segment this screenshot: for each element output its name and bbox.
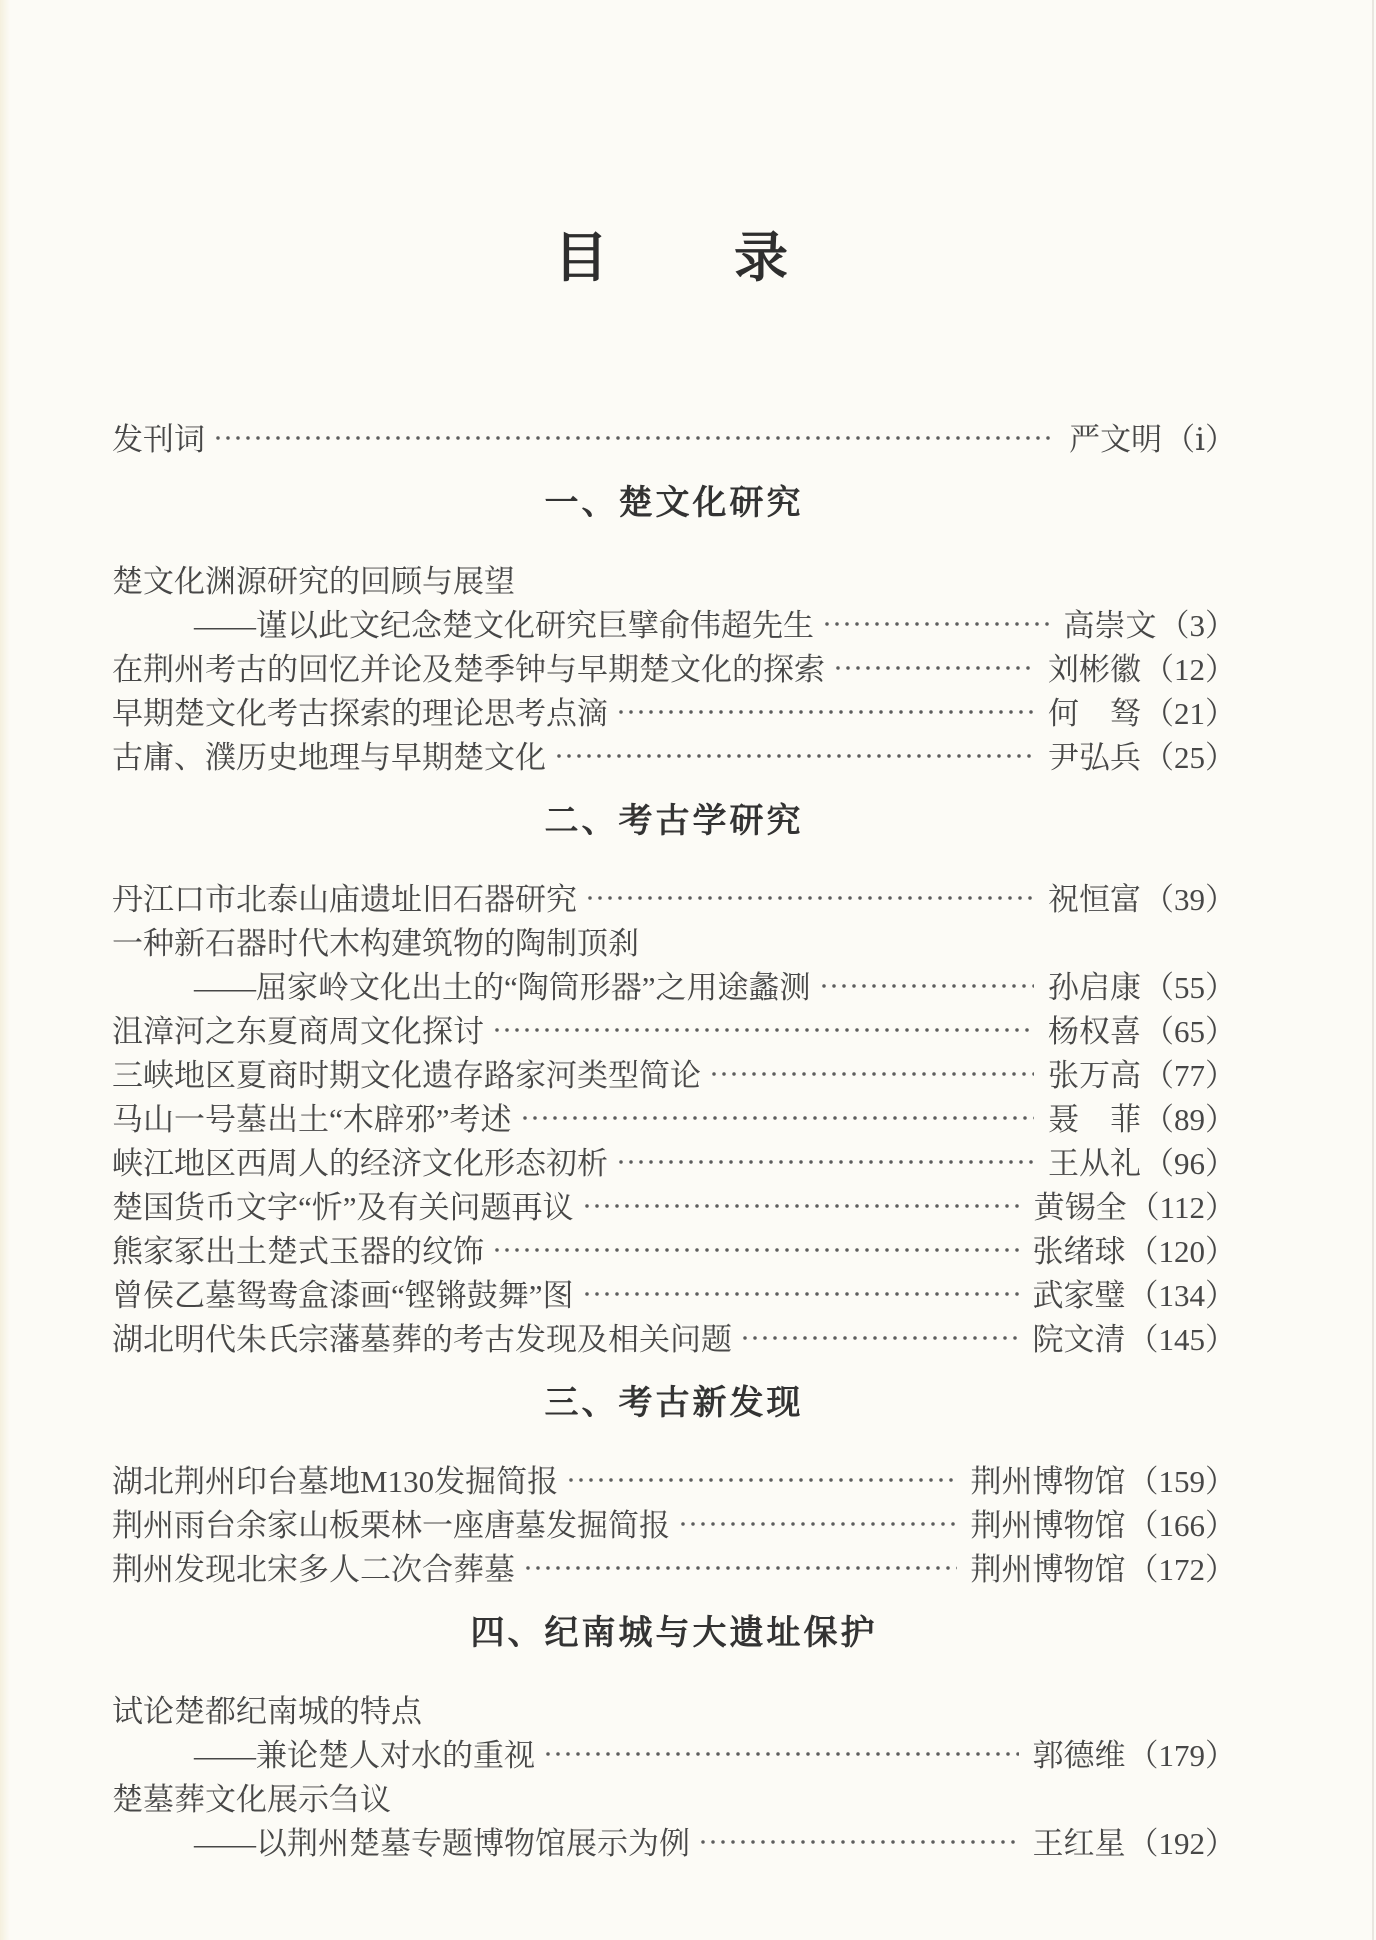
toc-entry <box>112 1544 1236 1588</box>
entry-page-number: （120） <box>1127 1233 1236 1269</box>
dot-leader <box>616 1157 1034 1167</box>
dot-leader <box>213 433 1055 443</box>
dot-leader <box>520 1113 1034 1123</box>
toc-entry <box>112 1686 1236 1774</box>
toc-entry <box>112 1226 1236 1270</box>
toc-entry <box>112 918 1236 1006</box>
entry-main-row <box>112 732 1236 776</box>
entry-title: 峡江地区西周人的经济文化形态初析 <box>112 1145 608 1181</box>
scan-left-edge <box>0 0 10 1940</box>
entry-main-row <box>112 1138 1236 1182</box>
entry-author: 张绪球 <box>1032 1233 1126 1269</box>
entry-title: 湖北明代朱氏宗藩墓葬的考古发现及相关问题 <box>112 1321 732 1357</box>
toc-sections <box>112 480 1236 1862</box>
dot-leader <box>523 1563 957 1573</box>
entry-title: 楚国货币文字“忻”及有关问题再议 <box>112 1189 574 1225</box>
dot-leader <box>582 1289 1019 1299</box>
dot-leader <box>492 1025 1034 1035</box>
dot-leader <box>819 981 1034 991</box>
toc-entry <box>112 1050 1236 1094</box>
entry-author: 祝恒富 <box>1048 881 1141 917</box>
entry-main-row <box>112 1544 1236 1588</box>
entry-author: 院文清 <box>1032 1321 1126 1357</box>
entry-title: 熊家冢出土楚式玉器的纹饰 <box>112 1233 484 1269</box>
entry-main-row <box>112 600 1236 644</box>
entry-pretitle: 一种新石器时代木构建筑物的陶制顶刹 <box>112 925 639 961</box>
entry-page-number: （145） <box>1127 1321 1236 1357</box>
entry-author: 高崇文 <box>1063 607 1157 643</box>
entry-pretitle-row <box>112 556 1236 600</box>
entry-main-row <box>112 1818 1236 1862</box>
entry-main-row <box>112 1500 1236 1544</box>
toc-entry <box>112 1314 1236 1358</box>
toc-entry <box>112 732 1236 776</box>
section-heading: 一、楚文化研究 <box>544 484 804 522</box>
entry-page-number: （77） <box>1143 1057 1236 1093</box>
dot-leader <box>554 751 1034 761</box>
entry-main-row <box>112 874 1236 918</box>
entry-main-row <box>112 1094 1236 1138</box>
entry-page-number: （ⅰ） <box>1164 421 1236 457</box>
entry-page-number: （159） <box>1127 1463 1236 1499</box>
dot-leader <box>740 1333 1019 1343</box>
entry-author: 王从礼 <box>1048 1145 1141 1181</box>
entry-title: 丹江口市北泰山庙遗址旧石器研究 <box>112 881 577 917</box>
dot-leader <box>678 1519 957 1529</box>
entry-page-number: （3） <box>1158 607 1236 643</box>
dot-leader <box>492 1245 1019 1255</box>
toc-section <box>112 1380 1236 1588</box>
entry-page-number: （12） <box>1143 651 1236 687</box>
entry-page-number: （192） <box>1127 1825 1236 1861</box>
entry-author: 聂 菲 <box>1048 1101 1141 1137</box>
entry-page-number: （166） <box>1127 1507 1236 1543</box>
entry-main-row <box>112 1456 1236 1500</box>
dot-leader <box>698 1837 1019 1847</box>
entry-title: 三峡地区夏商时期文化遗存路家河类型简论 <box>112 1057 701 1093</box>
entry-author: 严文明 <box>1069 421 1163 457</box>
scan-right-edge <box>1372 0 1374 1940</box>
entry-author: 王红星 <box>1032 1825 1126 1861</box>
entry-page-number: （96） <box>1143 1145 1236 1181</box>
entry-author: 武家璧 <box>1032 1277 1126 1313</box>
toc-entry <box>112 1774 1236 1862</box>
entry-title: 马山一号墓出土“木辟邪”考述 <box>112 1101 512 1137</box>
section-entries <box>112 874 1236 1358</box>
entry-page-number: （89） <box>1143 1101 1236 1137</box>
entry-pretitle-row <box>112 1686 1236 1730</box>
page-title: 目 录 <box>554 228 794 288</box>
entry-main-row <box>112 688 1236 732</box>
toc-section <box>112 480 1236 776</box>
toc-section <box>112 798 1236 1358</box>
entry-author: 孙启康 <box>1048 969 1141 1005</box>
entry-author: 荆州博物馆 <box>970 1507 1126 1543</box>
entry-title: ——屈家岭文化出土的“陶筒形器”之用途蠡测 <box>194 969 811 1005</box>
entry-page-number: （134） <box>1127 1277 1236 1313</box>
entry-pretitle: 楚墓葬文化展示刍议 <box>112 1781 391 1817</box>
entry-title: 古庸、濮历史地理与早期楚文化 <box>112 739 546 775</box>
toc-entry <box>112 688 1236 732</box>
entry-pretitle-row <box>112 918 1236 962</box>
entry-page-number: （65） <box>1143 1013 1236 1049</box>
entry-author: 杨权喜 <box>1048 1013 1141 1049</box>
entry-page-number: （39） <box>1143 881 1236 917</box>
entry-title: 荆州发现北宋多人二次合葬墓 <box>112 1551 515 1587</box>
entry-page-number: （21） <box>1143 695 1236 731</box>
entry-title: 曾侯乙墓鸳鸯盒漆画“铿锵鼓舞”图 <box>112 1277 574 1313</box>
section-entries <box>112 1686 1236 1862</box>
toc-entry <box>112 556 1236 644</box>
section-heading: 二、考古学研究 <box>544 802 804 840</box>
entry-author: 郭德维 <box>1032 1737 1126 1773</box>
toc-section <box>112 1610 1236 1862</box>
dot-leader <box>566 1475 956 1485</box>
entry-author: 荆州博物馆 <box>970 1551 1126 1587</box>
entry-main-row <box>112 1730 1236 1774</box>
entry-page-number: （112） <box>1128 1189 1236 1225</box>
entry-main-row <box>112 1226 1236 1270</box>
toc-entry <box>112 1270 1236 1314</box>
entry-main-row <box>112 1270 1236 1314</box>
entry-title: ——谨以此文纪念楚文化研究巨擘俞伟超先生 <box>194 607 814 643</box>
entry-pretitle-row <box>112 1774 1236 1818</box>
entry-page-number: （172） <box>1127 1551 1236 1587</box>
entry-title: 沮漳河之东夏商周文化探讨 <box>112 1013 484 1049</box>
dot-leader <box>616 707 1034 717</box>
toc-entry <box>112 874 1236 918</box>
toc-page <box>112 0 1236 1862</box>
toc-entry <box>112 1500 1236 1544</box>
entry-author: 张万高 <box>1048 1057 1141 1093</box>
entry-page-number: （25） <box>1143 739 1236 775</box>
section-heading: 三、考古新发现 <box>544 1384 804 1422</box>
section-heading: 四、纪南城与大遗址保护 <box>470 1614 878 1652</box>
toc-entry <box>112 1138 1236 1182</box>
entry-main-row <box>112 644 1236 688</box>
section-entries <box>112 1456 1236 1588</box>
entry-page-number: （55） <box>1143 969 1236 1005</box>
dot-leader <box>833 663 1034 673</box>
entry-main-row <box>112 1314 1236 1358</box>
entry-author: 黄锡全 <box>1033 1189 1127 1225</box>
entry-main-row <box>112 1050 1236 1094</box>
entry-main-row <box>112 962 1236 1006</box>
toc-entry <box>112 1456 1236 1500</box>
entry-author: 荆州博物馆 <box>970 1463 1126 1499</box>
dot-leader <box>709 1069 1034 1079</box>
dot-leader <box>585 893 1034 903</box>
entry-title: 在荆州考古的回忆并论及楚季钟与早期楚文化的探索 <box>112 651 825 687</box>
entry-author: 何 驽 <box>1048 695 1141 731</box>
entry-title: ——以荆州楚墓专题博物馆展示为例 <box>194 1825 690 1861</box>
toc-entry <box>112 1182 1236 1226</box>
dot-leader <box>822 619 1050 629</box>
section-entries <box>112 556 1236 776</box>
entry-page-number: （179） <box>1127 1737 1236 1773</box>
entry-main-row <box>112 1182 1236 1226</box>
dot-leader <box>582 1201 1020 1211</box>
toc-entry <box>112 1006 1236 1050</box>
toc-entry <box>112 644 1236 688</box>
toc-entry-foreword <box>112 414 1236 458</box>
entry-title: 发刊词 <box>112 421 205 457</box>
entry-title: ——兼论楚人对水的重视 <box>194 1737 535 1773</box>
entry-author: 尹弘兵 <box>1048 739 1141 775</box>
entry-title: 湖北荆州印台墓地M130发掘简报 <box>112 1463 559 1499</box>
entry-title: 早期楚文化考古探索的理论思考点滴 <box>112 695 608 731</box>
entry-title: 荆州雨台余家山板栗林一座唐墓发掘简报 <box>112 1507 670 1543</box>
entry-main-row <box>112 1006 1236 1050</box>
entry-pretitle: 楚文化渊源研究的回顾与展望 <box>112 563 515 599</box>
entry-author: 刘彬徽 <box>1048 651 1141 687</box>
dot-leader <box>543 1749 1019 1759</box>
entry-pretitle: 试论楚都纪南城的特点 <box>112 1693 422 1729</box>
toc-entry <box>112 1094 1236 1138</box>
